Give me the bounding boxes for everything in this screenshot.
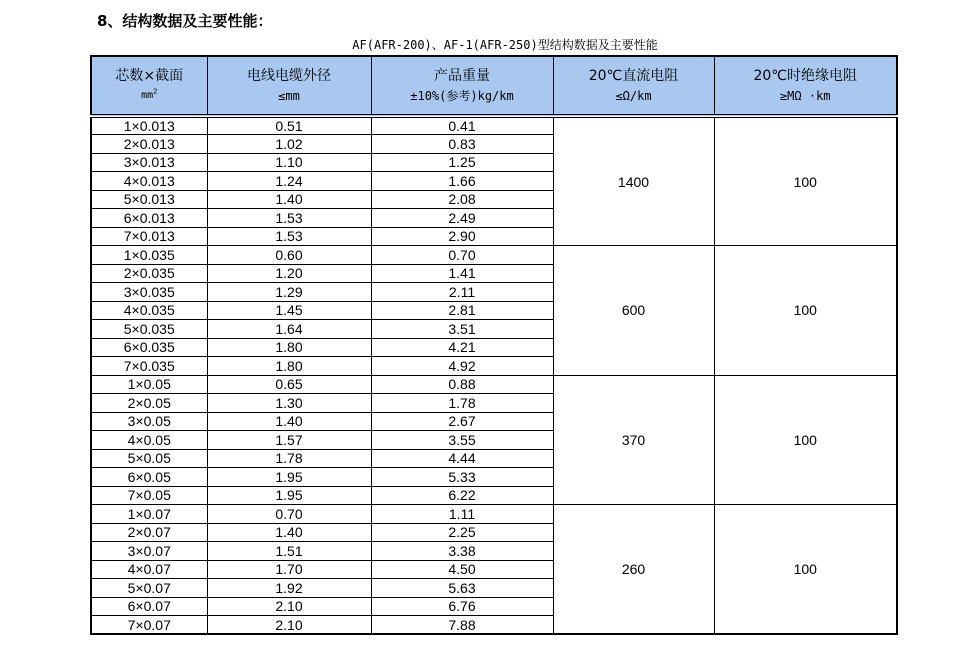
cell-weight: 1.41	[371, 264, 553, 283]
cell-cores-section: 3×0.05	[91, 412, 207, 431]
header-label: 电线电缆外径	[247, 67, 331, 84]
cell-cores-section: 7×0.013	[91, 227, 207, 246]
cell-outer-diameter: 1.30	[207, 394, 371, 413]
cell-weight: 0.41	[371, 116, 553, 135]
cell-weight: 2.08	[371, 190, 553, 209]
cell-outer-diameter: 1.57	[207, 431, 371, 450]
cell-dc-resistance: 600	[553, 246, 714, 376]
header-dc-resistance	[553, 56, 714, 116]
cell-cores-section: 2×0.05	[91, 394, 207, 413]
cell-cores-section: 2×0.035	[91, 264, 207, 283]
header-outer-diameter	[207, 56, 371, 116]
cell-weight: 3.55	[371, 431, 553, 450]
cell-outer-diameter: 0.51	[207, 116, 371, 135]
cell-cores-section: 3×0.07	[91, 542, 207, 561]
cell-weight: 2.90	[371, 227, 553, 246]
header-unit: ≥MΩ ·km	[779, 88, 831, 103]
cell-cores-section: 5×0.07	[91, 579, 207, 598]
cell-weight: 6.22	[371, 486, 553, 505]
table-caption: AF(AFR-200)、AF-1(AFR-250)型结构数据及主要性能	[352, 38, 658, 52]
cell-outer-diameter: 1.10	[207, 153, 371, 172]
cell-outer-diameter: 1.40	[207, 412, 371, 431]
cell-weight: 1.11	[371, 505, 553, 524]
cell-dc-resistance: 370	[553, 375, 714, 505]
table-row	[91, 116, 897, 135]
header-label: 20℃直流电阻	[588, 67, 679, 84]
cell-cores-section: 4×0.05	[91, 431, 207, 450]
cell-outer-diameter: 1.40	[207, 190, 371, 209]
cell-outer-diameter: 1.02	[207, 135, 371, 154]
cell-weight: 2.67	[371, 412, 553, 431]
cell-outer-diameter: 2.10	[207, 616, 371, 635]
cell-outer-diameter: 1.40	[207, 523, 371, 542]
cell-weight: 3.38	[371, 542, 553, 561]
cell-outer-diameter: 1.95	[207, 486, 371, 505]
cell-weight: 2.11	[371, 283, 553, 302]
structure-data-table	[90, 55, 898, 635]
cell-outer-diameter: 1.45	[207, 301, 371, 320]
cell-weight: 3.51	[371, 320, 553, 339]
cell-cores-section: 1×0.013	[91, 116, 207, 135]
cell-weight: 2.25	[371, 523, 553, 542]
header-unit	[92, 86, 207, 106]
cell-weight: 6.76	[371, 597, 553, 616]
cell-cores-section: 1×0.05	[91, 375, 207, 394]
cell-weight: 4.50	[371, 560, 553, 579]
table-row	[91, 375, 897, 394]
cell-outer-diameter: 1.64	[207, 320, 371, 339]
cell-weight: 0.88	[371, 375, 553, 394]
cell-weight: 1.66	[371, 172, 553, 191]
cell-cores-section: 4×0.07	[91, 560, 207, 579]
header-cores-section	[91, 56, 207, 116]
cell-outer-diameter: 0.70	[207, 505, 371, 524]
table-header-row	[91, 56, 897, 116]
cell-cores-section: 4×0.013	[91, 172, 207, 191]
header-unit: ±10%(参考)kg/km	[410, 88, 514, 103]
cell-cores-section: 6×0.013	[91, 209, 207, 228]
table-row	[91, 246, 897, 265]
cell-cores-section: 4×0.035	[91, 301, 207, 320]
cell-weight: 4.92	[371, 357, 553, 376]
table-body	[91, 116, 897, 634]
cell-outer-diameter: 1.29	[207, 283, 371, 302]
cell-weight: 1.25	[371, 153, 553, 172]
header-label: 芯数×截面	[115, 67, 184, 84]
cell-cores-section: 6×0.07	[91, 597, 207, 616]
cell-outer-diameter: 1.80	[207, 338, 371, 357]
cell-insulation-resistance: 100	[714, 116, 897, 246]
cell-cores-section: 6×0.05	[91, 468, 207, 487]
cell-outer-diameter: 1.70	[207, 560, 371, 579]
cell-cores-section: 5×0.035	[91, 320, 207, 339]
cell-insulation-resistance: 100	[714, 505, 897, 635]
cell-outer-diameter: 1.24	[207, 172, 371, 191]
table-row	[91, 505, 897, 524]
cell-cores-section: 2×0.07	[91, 523, 207, 542]
cell-weight: 2.81	[371, 301, 553, 320]
cell-outer-diameter: 0.60	[207, 246, 371, 265]
header-label: 20℃时绝缘电阻	[753, 67, 858, 84]
header-unit: ≤Ω/km	[615, 88, 652, 103]
cell-cores-section: 5×0.013	[91, 190, 207, 209]
cell-cores-section: 7×0.05	[91, 486, 207, 505]
cell-outer-diameter: 1.53	[207, 227, 371, 246]
cell-cores-section: 3×0.013	[91, 153, 207, 172]
cell-weight: 0.70	[371, 246, 553, 265]
cell-cores-section: 6×0.035	[91, 338, 207, 357]
cell-outer-diameter: 1.95	[207, 468, 371, 487]
cell-cores-section: 5×0.05	[91, 449, 207, 468]
cell-cores-section: 3×0.035	[91, 283, 207, 302]
cell-outer-diameter: 1.80	[207, 357, 371, 376]
cell-weight: 5.33	[371, 468, 553, 487]
cell-weight: 7.88	[371, 616, 553, 635]
cell-weight: 2.49	[371, 209, 553, 228]
section-heading: 8、结构数据及主要性能：	[97, 12, 273, 30]
header-label: 产品重量	[434, 67, 490, 84]
cell-dc-resistance: 260	[553, 505, 714, 635]
cell-cores-section: 1×0.07	[91, 505, 207, 524]
cell-outer-diameter: 1.53	[207, 209, 371, 228]
cell-outer-diameter: 2.10	[207, 597, 371, 616]
cell-dc-resistance: 1400	[553, 116, 714, 246]
header-unit: ≤mm	[278, 88, 300, 103]
cell-weight: 5.63	[371, 579, 553, 598]
cell-insulation-resistance: 100	[714, 246, 897, 376]
header-insulation-resistance	[714, 56, 897, 116]
header-unit-text: mm	[141, 89, 154, 101]
header-unit-superscript: 2	[153, 87, 158, 96]
cell-weight: 4.44	[371, 449, 553, 468]
cell-weight: 0.83	[371, 135, 553, 154]
cell-outer-diameter: 1.51	[207, 542, 371, 561]
cell-outer-diameter: 1.20	[207, 264, 371, 283]
cell-insulation-resistance: 100	[714, 375, 897, 505]
cell-outer-diameter: 1.78	[207, 449, 371, 468]
header-weight	[371, 56, 553, 116]
cell-cores-section: 7×0.07	[91, 616, 207, 635]
cell-cores-section: 7×0.035	[91, 357, 207, 376]
cell-outer-diameter: 0.65	[207, 375, 371, 394]
cell-weight: 4.21	[371, 338, 553, 357]
cell-outer-diameter: 1.92	[207, 579, 371, 598]
cell-cores-section: 1×0.035	[91, 246, 207, 265]
cell-cores-section: 2×0.013	[91, 135, 207, 154]
cell-weight: 1.78	[371, 394, 553, 413]
